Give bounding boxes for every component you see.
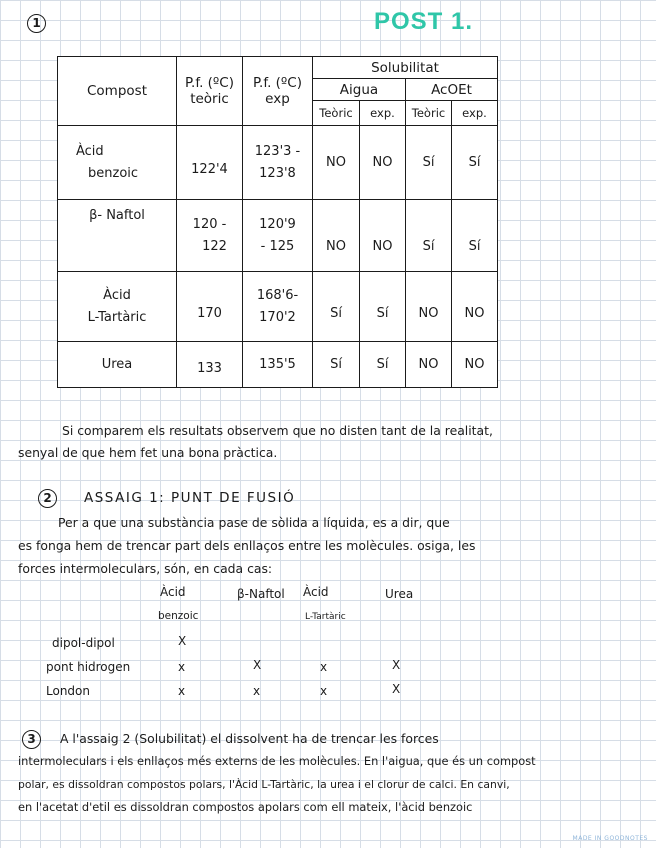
- row-acoet-exp: Sí: [452, 126, 498, 200]
- row-pf-teoric: 133: [177, 342, 243, 388]
- force-mark: x: [178, 660, 186, 674]
- subheader-aigua-teoric: Teòric: [313, 101, 360, 126]
- row-pf-exp: 120'9 - 125: [243, 200, 313, 272]
- conclusion-line-2: senyal de que hem fet una bona pràctica.: [18, 445, 278, 460]
- row-aigua-teoric: NO: [313, 126, 360, 200]
- force-label: London: [46, 684, 90, 698]
- subheader-acoet-teoric: Teòric: [406, 101, 452, 126]
- section-3-line-1: A l'assaig 2 (Solubilitat) el dissolvent ha de trencar les forces: [60, 731, 439, 746]
- row-aigua-exp: Sí: [360, 272, 406, 342]
- header-aigua: Aigua: [313, 79, 406, 101]
- row-pf-exp: 135'5: [243, 342, 313, 388]
- row-acoet-teoric: NO: [406, 272, 452, 342]
- row-compound-name: Àcid benzoic: [58, 126, 177, 200]
- row-pf-exp: 123'3 - 123'8: [243, 126, 313, 200]
- header-acoet: AcOEt: [406, 79, 498, 101]
- table-row: [58, 200, 498, 272]
- row-aigua-teoric: Sí: [313, 342, 360, 388]
- row-pf-teoric: 120 - 122: [177, 200, 243, 272]
- subheader-acoet-exp: exp.: [452, 101, 498, 126]
- force-mark: X: [178, 634, 187, 648]
- header-pf-teoric: P.f. (ºC) teòric: [177, 57, 243, 126]
- section-3-line-4: en l'acetat d'etil es dissoldran compostos apolars com ell mateix, l'àcid benzoic: [18, 800, 473, 814]
- row-compound-name: β- Naftol: [58, 200, 177, 272]
- row-aigua-teoric: Sí: [313, 272, 360, 342]
- row-aigua-exp: NO: [360, 126, 406, 200]
- row-acoet-exp: Sí: [452, 200, 498, 272]
- section-number-1: 1: [27, 14, 46, 33]
- force-mark: X: [392, 658, 401, 672]
- compound-header: Àcid: [303, 585, 329, 599]
- force-mark: x: [320, 684, 328, 698]
- row-acoet-exp: NO: [452, 342, 498, 388]
- force-mark: x: [253, 684, 261, 698]
- row-acoet-exp: NO: [452, 272, 498, 342]
- force-mark: x: [178, 684, 186, 698]
- force-label: dipol-dipol: [52, 636, 115, 650]
- row-compound-name: Àcid L-Tartàric: [58, 272, 177, 342]
- subheader-aigua-exp: exp.: [360, 101, 406, 126]
- watermark: MADE IN GOODNOTES: [572, 835, 648, 842]
- section-2-line-3: forces intermoleculars, són, en cada cas:: [18, 561, 273, 576]
- table-row: [58, 272, 498, 342]
- row-pf-teoric: 170: [177, 272, 243, 342]
- compound-header: Urea: [385, 587, 414, 601]
- conclusion-line-1: Si comparem els resultats observem que no disten tant de la realitat,: [62, 423, 493, 438]
- compound-header: β-Naftol: [237, 587, 285, 601]
- row-pf-exp: 168'6- 170'2: [243, 272, 313, 342]
- section-2-line-2: es fonga hem de trencar part dels enllaços entre les molècules. osiga, les: [18, 538, 476, 553]
- section-3-line-2: intermoleculars i els enllaços més externs de les molècules. En l'aigua, que és un compost: [18, 754, 536, 768]
- compound-header-sub: L-Tartàric: [305, 612, 346, 622]
- row-pf-teoric: 122'4: [177, 126, 243, 200]
- row-compound-name: Urea: [58, 342, 177, 388]
- compound-header-sub: benzoic: [158, 610, 199, 622]
- header-compost: Compost: [58, 57, 177, 126]
- force-mark: X: [253, 658, 262, 672]
- force-mark: X: [392, 682, 401, 696]
- row-aigua-exp: Sí: [360, 342, 406, 388]
- row-aigua-exp: NO: [360, 200, 406, 272]
- table-row: [58, 342, 498, 388]
- section-2-heading: ASSAIG 1: PUNT DE FUSIÓ: [84, 490, 296, 506]
- compound-header: Àcid: [160, 585, 186, 599]
- section-number-2: 2: [38, 489, 57, 508]
- table-row: [58, 126, 498, 200]
- row-acoet-teoric: Sí: [406, 126, 452, 200]
- force-label: pont hidrogen: [46, 660, 131, 674]
- row-acoet-teoric: NO: [406, 342, 452, 388]
- post-title: POST 1.: [374, 8, 474, 35]
- section-3-line-3: polar, es dissoldran compostos polars, l'Àcid L-Tartàric, la urea i el clorur de calci. En canvi,: [18, 778, 510, 791]
- header-solubilitat: Solubilitat: [313, 57, 498, 79]
- force-mark: x: [320, 660, 328, 674]
- section-number-3: 3: [22, 730, 41, 749]
- header-pf-exp: P.f. (ºC) exp: [243, 57, 313, 126]
- row-acoet-teoric: Sí: [406, 200, 452, 272]
- section-2-line-1: Per a que una substància pase de sòlida a líquida, es a dir, que: [58, 515, 450, 530]
- row-aigua-teoric: NO: [313, 200, 360, 272]
- results-table: [57, 56, 498, 388]
